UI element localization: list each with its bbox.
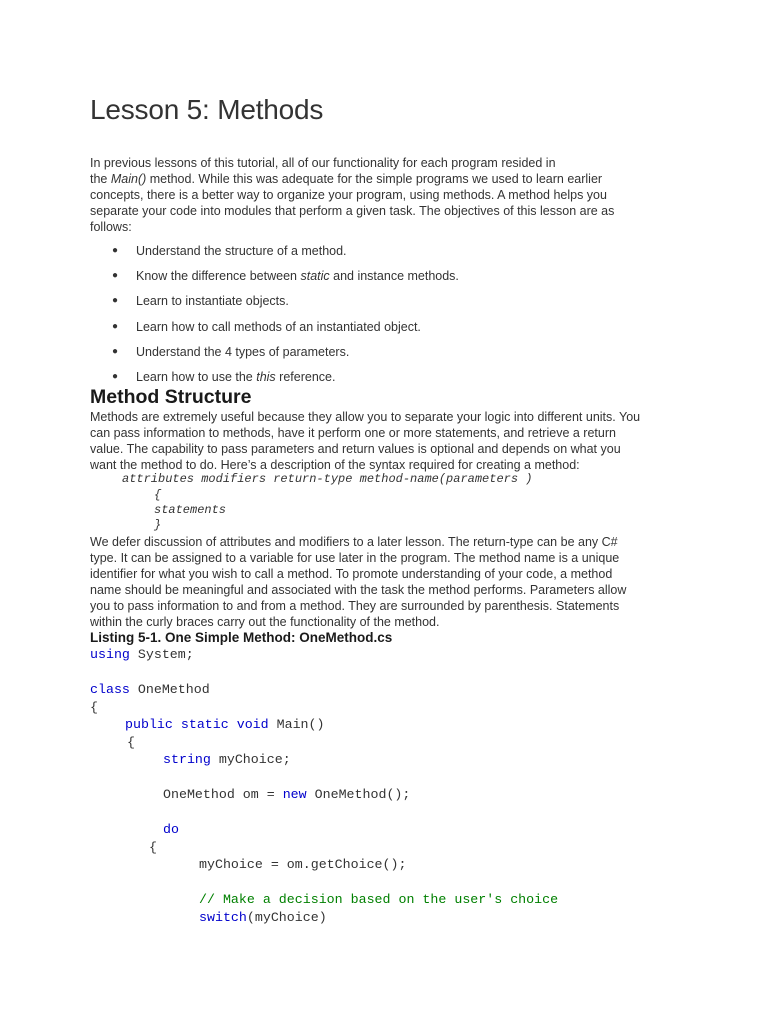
code-comment: // Make a decision based on the user's choice (199, 892, 559, 907)
intro-line (90, 171, 665, 187)
syntax-open-brace: { (154, 488, 162, 502)
list-item-emphasis: this (256, 369, 276, 384)
list-item (90, 293, 690, 318)
code-line (125, 716, 325, 733)
list-item-text: reference. (275, 369, 336, 384)
intro-paragraph (90, 155, 665, 235)
code-keyword: switch (199, 910, 247, 925)
intro-text: method. While this was adequate for the simple programs we used to learn earlier (146, 172, 603, 186)
bullet-icon: ● (112, 295, 119, 307)
code-text: OneMethod (129, 682, 210, 697)
syntax-statements: statements (154, 503, 227, 517)
code-text: Main() (268, 717, 325, 732)
code-line: myChoice = om.getChoice(); (199, 857, 407, 872)
defer-paragraph (90, 534, 680, 630)
list-item-text: Understand the 4 types of parameters. (136, 344, 350, 359)
code-line: { (90, 700, 98, 715)
listing-title: Listing 5-1. One Simple Method: OneMethod.cs (90, 630, 393, 645)
list-item-text: Understand the structure of a method. (136, 244, 347, 258)
list-item (90, 268, 690, 293)
intro-line: In previous lessons of this tutorial, all of our functionality for each program resided in (90, 156, 556, 170)
paragraph-line: identifier for what you wish to call a method. To promote understanding of your code, a method (90, 567, 613, 581)
code-line (90, 646, 194, 663)
structure-paragraph (90, 409, 680, 473)
intro-line: follows: (90, 220, 132, 234)
paragraph-line: value. The capability to pass parameters and return values is optional and depends on what you (90, 442, 621, 456)
paragraph-line: within the curly braces carry out the functionality of the method. (90, 615, 440, 629)
code-keyword: class (90, 682, 130, 697)
code-line (163, 821, 179, 838)
code-keyword: using (90, 647, 130, 662)
code-text: myChoice; (210, 752, 291, 767)
list-item (90, 243, 690, 268)
paragraph-line: you to pass information to and from a method. They are surrounded by parenthesis. Statements (90, 599, 620, 613)
bullet-icon: ● (112, 320, 119, 332)
code-text: System; (129, 647, 194, 662)
code-line (199, 909, 327, 926)
code-line: { (127, 735, 135, 750)
code-line (163, 751, 291, 768)
list-item-text: Know the difference between (136, 269, 301, 284)
list-item-text: Learn how to use the (136, 369, 257, 384)
code-text: OneMethod(); (306, 787, 411, 802)
code-keyword: public static void (125, 717, 269, 732)
list-item (90, 319, 690, 344)
paragraph-line: Methods are extremely useful because they allow you to separate your logic into different units. You (90, 410, 641, 424)
page-title: Lesson 5: Methods (90, 94, 324, 125)
paragraph-line: can pass information to methods, have it perform one or more statements, and retrieve a return (90, 426, 616, 440)
code-text: OneMethod om = (163, 787, 283, 802)
bullet-icon: ● (112, 345, 119, 357)
syntax-signature: attributes modifiers return-type method-name(parameters ) (122, 472, 533, 486)
list-item (90, 344, 690, 369)
paragraph-line: name should be meaningful and associated with the task the method performs. Parameters allow (90, 583, 627, 597)
paragraph-line: want the method to do. Here’s a description of the syntax required for creating a method: (90, 458, 580, 472)
syntax-close-brace: } (154, 518, 162, 532)
list-item-text: and instance methods. (329, 269, 459, 284)
paragraph-line: We defer discussion of attributes and modifiers to a later lesson. The return-type can be any C# (90, 535, 618, 549)
intro-line: separate your code into modules that perform a given task. The objectives of this lesson are as (90, 204, 615, 218)
bullet-icon: ● (112, 270, 119, 282)
list-item-text: Learn how to call methods of an instantiated object. (136, 319, 421, 334)
paragraph-line: type. It can be assigned to a variable for use later in the program. The method name is a unique (90, 551, 620, 565)
intro-text: the (90, 172, 111, 186)
bullet-icon: ● (112, 370, 119, 382)
code-line (199, 891, 558, 908)
code-line (90, 681, 210, 698)
intro-line: concepts, there is a better way to organize your program, using methods. A method helps you (90, 188, 607, 202)
code-keyword: new (282, 787, 307, 802)
section-heading: Method Structure (90, 386, 252, 408)
code-keyword: do (163, 822, 179, 837)
list-item-text: Learn to instantiate objects. (136, 294, 289, 309)
list-item-emphasis: static (300, 269, 330, 284)
code-text: (myChoice) (246, 910, 327, 925)
code-keyword: string (163, 752, 211, 767)
objectives-list (90, 243, 690, 394)
code-line: { (149, 840, 157, 855)
bullet-icon: ● (112, 245, 119, 256)
main-method-emphasis: Main() (110, 172, 147, 186)
code-line (163, 786, 410, 803)
